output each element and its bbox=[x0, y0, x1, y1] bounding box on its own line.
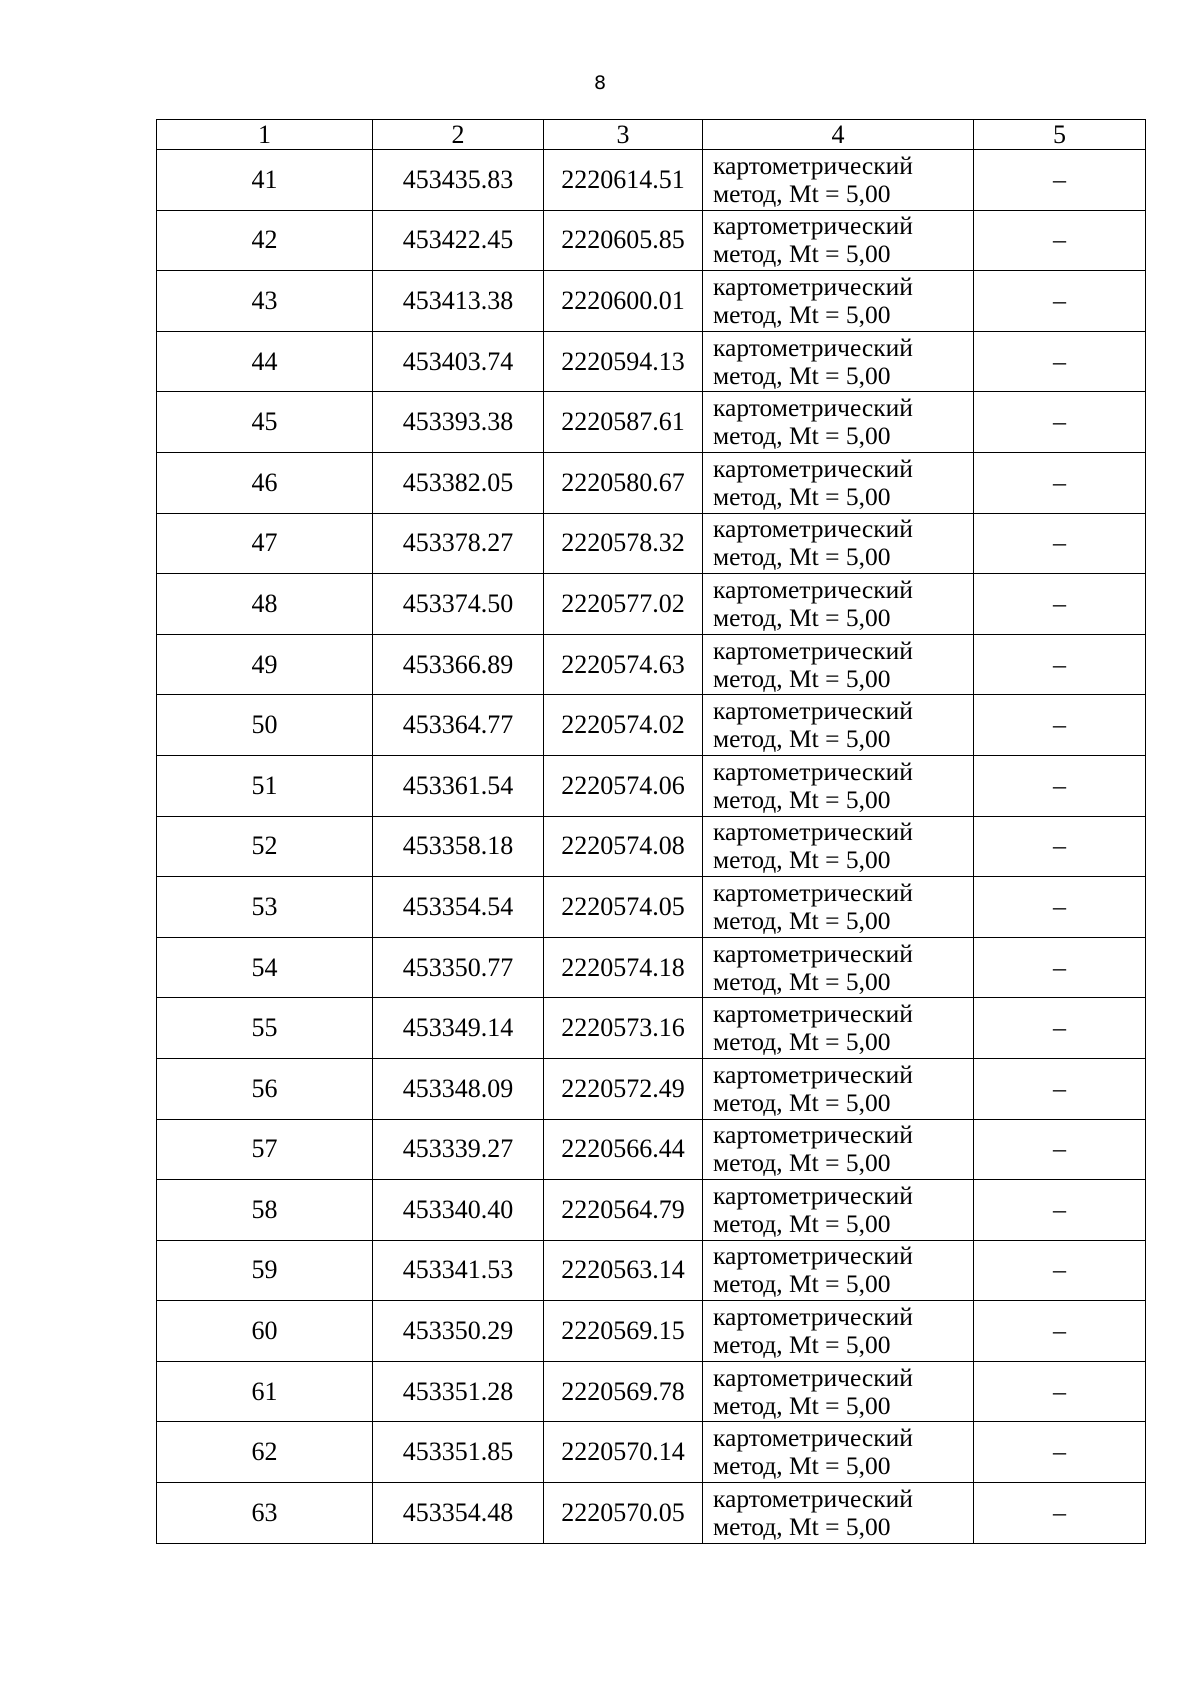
x-coordinate-cell: 453339.27 bbox=[373, 1119, 544, 1180]
point-number-cell: 54 bbox=[157, 937, 373, 998]
x-coordinate-cell: 453351.28 bbox=[373, 1361, 544, 1422]
table-row bbox=[157, 1422, 1146, 1483]
table-row bbox=[157, 150, 1146, 211]
point-number-cell: 57 bbox=[157, 1119, 373, 1180]
method-accuracy: метод, Mt = 5,00 bbox=[713, 845, 891, 875]
table-row bbox=[157, 755, 1146, 816]
table-header bbox=[157, 120, 1146, 150]
x-coordinate-cell: 453361.54 bbox=[373, 755, 544, 816]
note-cell: – bbox=[974, 1483, 1146, 1544]
x-coordinate-cell: 453351.85 bbox=[373, 1422, 544, 1483]
method-accuracy: метод, Mt = 5,00 bbox=[713, 784, 891, 814]
y-coordinate-cell: 2220600.01 bbox=[544, 271, 703, 332]
note-cell: – bbox=[974, 452, 1146, 513]
y-coordinate-cell: 2220573.16 bbox=[544, 998, 703, 1059]
method-name: картометрический bbox=[713, 817, 913, 847]
method-cell bbox=[703, 574, 974, 635]
method-name: картометрический bbox=[713, 635, 913, 665]
method-name: картометрический bbox=[713, 1059, 913, 1089]
table-row bbox=[157, 877, 1146, 938]
y-coordinate-cell: 2220614.51 bbox=[544, 150, 703, 211]
point-number-cell: 50 bbox=[157, 695, 373, 756]
method-name: картометрический bbox=[713, 1302, 913, 1332]
method-accuracy: метод, Mt = 5,00 bbox=[713, 1269, 891, 1299]
table-row bbox=[157, 1301, 1146, 1362]
point-number-cell: 46 bbox=[157, 452, 373, 513]
point-number-cell: 56 bbox=[157, 1058, 373, 1119]
x-coordinate-cell: 453364.77 bbox=[373, 695, 544, 756]
table-row bbox=[157, 1483, 1146, 1544]
method-cell bbox=[703, 452, 974, 513]
y-coordinate-cell: 2220574.18 bbox=[544, 937, 703, 998]
method-accuracy: метод, Mt = 5,00 bbox=[713, 905, 891, 935]
table-row bbox=[157, 513, 1146, 574]
note-cell: – bbox=[974, 1119, 1146, 1180]
table-row bbox=[157, 1058, 1146, 1119]
y-coordinate-cell: 2220569.78 bbox=[544, 1361, 703, 1422]
note-cell: – bbox=[974, 1422, 1146, 1483]
x-coordinate-cell: 453366.89 bbox=[373, 634, 544, 695]
point-number-cell: 58 bbox=[157, 1180, 373, 1241]
note-cell: – bbox=[974, 513, 1146, 574]
point-number-cell: 44 bbox=[157, 331, 373, 392]
page-number: 8 bbox=[593, 72, 607, 94]
point-number-cell: 47 bbox=[157, 513, 373, 574]
y-coordinate-cell: 2220569.15 bbox=[544, 1301, 703, 1362]
method-accuracy: метод, Mt = 5,00 bbox=[713, 1330, 891, 1360]
y-coordinate-cell: 2220587.61 bbox=[544, 392, 703, 453]
y-coordinate-cell: 2220577.02 bbox=[544, 574, 703, 635]
y-coordinate-cell: 2220580.67 bbox=[544, 452, 703, 513]
y-coordinate-cell: 2220574.02 bbox=[544, 695, 703, 756]
y-coordinate-cell: 2220570.05 bbox=[544, 1483, 703, 1544]
method-cell bbox=[703, 1058, 974, 1119]
note-cell: – bbox=[974, 695, 1146, 756]
x-coordinate-cell: 453413.38 bbox=[373, 271, 544, 332]
method-cell bbox=[703, 1180, 974, 1241]
method-accuracy: метод, Mt = 5,00 bbox=[713, 1087, 891, 1117]
method-name: картометрический bbox=[713, 1241, 913, 1271]
x-coordinate-cell: 453354.48 bbox=[373, 1483, 544, 1544]
table-row bbox=[157, 1361, 1146, 1422]
method-accuracy: метод, Mt = 5,00 bbox=[713, 966, 891, 996]
method-cell bbox=[703, 271, 974, 332]
point-number-cell: 51 bbox=[157, 755, 373, 816]
method-cell bbox=[703, 1422, 974, 1483]
method-name: картометрический bbox=[713, 271, 913, 301]
x-coordinate-cell: 453340.40 bbox=[373, 1180, 544, 1241]
y-coordinate-cell: 2220566.44 bbox=[544, 1119, 703, 1180]
method-accuracy: метод, Mt = 5,00 bbox=[713, 299, 891, 329]
method-accuracy: метод, Mt = 5,00 bbox=[713, 1511, 891, 1541]
method-cell bbox=[703, 998, 974, 1059]
method-name: картометрический bbox=[713, 1120, 913, 1150]
method-cell bbox=[703, 877, 974, 938]
method-cell bbox=[703, 1119, 974, 1180]
method-name: картометрический bbox=[713, 756, 913, 786]
note-cell: – bbox=[974, 998, 1146, 1059]
method-cell bbox=[703, 695, 974, 756]
note-cell: – bbox=[974, 150, 1146, 211]
method-accuracy: метод, Mt = 5,00 bbox=[713, 1451, 891, 1481]
method-name: картометрический bbox=[713, 877, 913, 907]
method-accuracy: метод, Mt = 5,00 bbox=[713, 360, 891, 390]
table-row bbox=[157, 937, 1146, 998]
method-name: картометрический bbox=[713, 574, 913, 604]
note-cell: – bbox=[974, 392, 1146, 453]
header-col-5: 5 bbox=[974, 120, 1146, 150]
point-number-cell: 48 bbox=[157, 574, 373, 635]
method-cell bbox=[703, 1483, 974, 1544]
method-cell bbox=[703, 755, 974, 816]
method-accuracy: метод, Mt = 5,00 bbox=[713, 724, 891, 754]
y-coordinate-cell: 2220574.06 bbox=[544, 755, 703, 816]
note-cell: – bbox=[974, 210, 1146, 271]
header-col-2: 2 bbox=[373, 120, 544, 150]
method-accuracy: метод, Mt = 5,00 bbox=[713, 1027, 891, 1057]
note-cell: – bbox=[974, 271, 1146, 332]
table-row bbox=[157, 452, 1146, 513]
x-coordinate-cell: 453354.54 bbox=[373, 877, 544, 938]
method-name: картометрический bbox=[713, 150, 913, 180]
x-coordinate-cell: 453374.50 bbox=[373, 574, 544, 635]
method-accuracy: метод, Mt = 5,00 bbox=[713, 1390, 891, 1420]
method-accuracy: метод, Mt = 5,00 bbox=[713, 602, 891, 632]
y-coordinate-cell: 2220574.63 bbox=[544, 634, 703, 695]
x-coordinate-cell: 453382.05 bbox=[373, 452, 544, 513]
note-cell: – bbox=[974, 574, 1146, 635]
method-cell bbox=[703, 392, 974, 453]
point-number-cell: 42 bbox=[157, 210, 373, 271]
x-coordinate-cell: 453349.14 bbox=[373, 998, 544, 1059]
table-row bbox=[157, 331, 1146, 392]
table-row bbox=[157, 1119, 1146, 1180]
method-name: картометрический bbox=[713, 938, 913, 968]
method-name: картометрический bbox=[713, 211, 913, 241]
point-number-cell: 53 bbox=[157, 877, 373, 938]
table-row bbox=[157, 574, 1146, 635]
x-coordinate-cell: 453350.29 bbox=[373, 1301, 544, 1362]
method-accuracy: метод, Mt = 5,00 bbox=[713, 421, 891, 451]
note-cell: – bbox=[974, 634, 1146, 695]
note-cell: – bbox=[974, 937, 1146, 998]
table-row bbox=[157, 271, 1146, 332]
table-body bbox=[157, 150, 1146, 1544]
method-accuracy: метод, Mt = 5,00 bbox=[713, 178, 891, 208]
note-cell: – bbox=[974, 331, 1146, 392]
y-coordinate-cell: 2220564.79 bbox=[544, 1180, 703, 1241]
point-number-cell: 45 bbox=[157, 392, 373, 453]
note-cell: – bbox=[974, 755, 1146, 816]
method-accuracy: метод, Mt = 5,00 bbox=[713, 1208, 891, 1238]
method-name: картометрический bbox=[713, 332, 913, 362]
method-cell bbox=[703, 210, 974, 271]
x-coordinate-cell: 453422.45 bbox=[373, 210, 544, 271]
point-number-cell: 60 bbox=[157, 1301, 373, 1362]
coordinates-table bbox=[156, 119, 1146, 1544]
note-cell: – bbox=[974, 816, 1146, 877]
note-cell: – bbox=[974, 1361, 1146, 1422]
method-cell bbox=[703, 331, 974, 392]
method-cell bbox=[703, 513, 974, 574]
method-cell bbox=[703, 150, 974, 211]
note-cell: – bbox=[974, 1240, 1146, 1301]
method-name: картометрический bbox=[713, 514, 913, 544]
y-coordinate-cell: 2220563.14 bbox=[544, 1240, 703, 1301]
table-row bbox=[157, 695, 1146, 756]
note-cell: – bbox=[974, 1058, 1146, 1119]
method-cell bbox=[703, 1301, 974, 1362]
table-row bbox=[157, 210, 1146, 271]
point-number-cell: 59 bbox=[157, 1240, 373, 1301]
x-coordinate-cell: 453435.83 bbox=[373, 150, 544, 211]
point-number-cell: 41 bbox=[157, 150, 373, 211]
method-cell bbox=[703, 816, 974, 877]
header-col-4: 4 bbox=[703, 120, 974, 150]
table-row bbox=[157, 998, 1146, 1059]
y-coordinate-cell: 2220605.85 bbox=[544, 210, 703, 271]
table-row bbox=[157, 1240, 1146, 1301]
method-cell bbox=[703, 937, 974, 998]
y-coordinate-cell: 2220572.49 bbox=[544, 1058, 703, 1119]
table-row bbox=[157, 634, 1146, 695]
note-cell: – bbox=[974, 877, 1146, 938]
method-accuracy: метод, Mt = 5,00 bbox=[713, 481, 891, 511]
method-name: картометрический bbox=[713, 696, 913, 726]
y-coordinate-cell: 2220574.05 bbox=[544, 877, 703, 938]
y-coordinate-cell: 2220578.32 bbox=[544, 513, 703, 574]
point-number-cell: 55 bbox=[157, 998, 373, 1059]
point-number-cell: 49 bbox=[157, 634, 373, 695]
x-coordinate-cell: 453393.38 bbox=[373, 392, 544, 453]
note-cell: – bbox=[974, 1301, 1146, 1362]
y-coordinate-cell: 2220574.08 bbox=[544, 816, 703, 877]
point-number-cell: 63 bbox=[157, 1483, 373, 1544]
header-col-3: 3 bbox=[544, 120, 703, 150]
method-accuracy: метод, Mt = 5,00 bbox=[713, 239, 891, 269]
header-col-1: 1 bbox=[157, 120, 373, 150]
method-accuracy: метод, Mt = 5,00 bbox=[713, 663, 891, 693]
note-cell: – bbox=[974, 1180, 1146, 1241]
method-accuracy: метод, Mt = 5,00 bbox=[713, 542, 891, 572]
method-cell bbox=[703, 1361, 974, 1422]
point-number-cell: 61 bbox=[157, 1361, 373, 1422]
header-row bbox=[157, 120, 1146, 150]
method-name: картометрический bbox=[713, 1180, 913, 1210]
table-row bbox=[157, 1180, 1146, 1241]
x-coordinate-cell: 453378.27 bbox=[373, 513, 544, 574]
point-number-cell: 43 bbox=[157, 271, 373, 332]
x-coordinate-cell: 453350.77 bbox=[373, 937, 544, 998]
method-name: картометрический bbox=[713, 1362, 913, 1392]
table-row bbox=[157, 392, 1146, 453]
x-coordinate-cell: 453358.18 bbox=[373, 816, 544, 877]
method-accuracy: метод, Mt = 5,00 bbox=[713, 1148, 891, 1178]
method-cell bbox=[703, 634, 974, 695]
method-name: картометрический bbox=[713, 1483, 913, 1513]
point-number-cell: 62 bbox=[157, 1422, 373, 1483]
y-coordinate-cell: 2220594.13 bbox=[544, 331, 703, 392]
method-name: картометрический bbox=[713, 999, 913, 1029]
point-number-cell: 52 bbox=[157, 816, 373, 877]
method-name: картометрический bbox=[713, 393, 913, 423]
y-coordinate-cell: 2220570.14 bbox=[544, 1422, 703, 1483]
x-coordinate-cell: 453348.09 bbox=[373, 1058, 544, 1119]
method-cell bbox=[703, 1240, 974, 1301]
method-name: картометрический bbox=[713, 453, 913, 483]
x-coordinate-cell: 453341.53 bbox=[373, 1240, 544, 1301]
method-name: картометрический bbox=[713, 1423, 913, 1453]
x-coordinate-cell: 453403.74 bbox=[373, 331, 544, 392]
table-row bbox=[157, 816, 1146, 877]
